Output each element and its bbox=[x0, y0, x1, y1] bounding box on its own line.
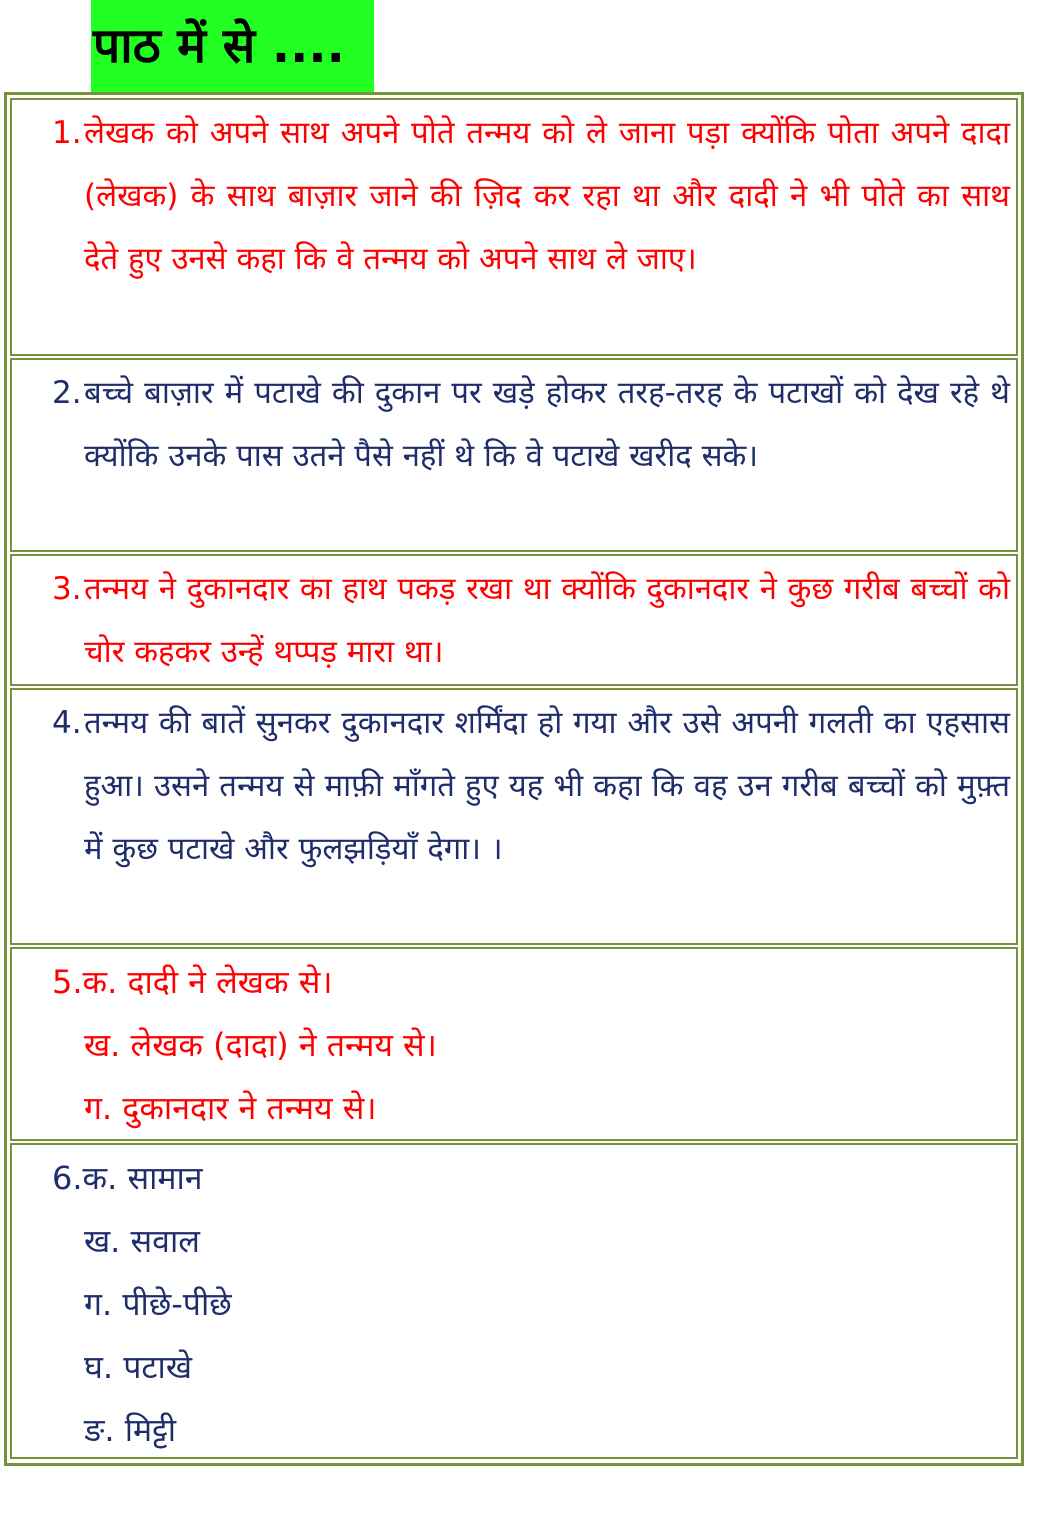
answer-1 bbox=[12, 100, 1016, 291]
answer-5-line-2 bbox=[12, 1014, 1016, 1077]
answer-6-line-2 bbox=[12, 1210, 1016, 1273]
answer-6-number: 6. bbox=[52, 1159, 83, 1197]
answers-table bbox=[4, 92, 1024, 1466]
answer-4 bbox=[12, 690, 1016, 881]
answer-6-item-4: घ. पटाखे bbox=[84, 1348, 193, 1386]
answer-6-line-4 bbox=[12, 1336, 1016, 1399]
answer-4-text: तन्मय की बातें सुनकर दुकानदार शर्मिंदा हो गया और उसे अपनी गलती का एहसास हुआ। उसने तन्मय से माफ़ी माँगते हुए यह भी कहा कि वह उन गरीब बच्चों को मुफ़्त में कुछ पटाखे और फुलझड़ियाँ देगा। । bbox=[84, 705, 1010, 867]
answer-5-item-3: ग. दुकानदार ने तन्मय से। bbox=[84, 1089, 377, 1127]
answer-3 bbox=[12, 556, 1016, 684]
answer-cell-3 bbox=[10, 554, 1018, 686]
page-title-text: पाठ में से .... bbox=[93, 18, 345, 74]
answer-1-text: लेखक को अपने साथ अपने पोते तन्मय को ले जाना पड़ा क्योंकि पोता अपने दादा (लेखक) के साथ बाज़ार जाने की ज़िद कर रहा था और दादी ने भी पोते का साथ देते हुए उनसे कहा कि वे तन्मय को अपने साथ ले जाए। bbox=[84, 115, 1010, 277]
answer-2-number: 2. bbox=[52, 375, 82, 411]
answer-6-line-3 bbox=[12, 1273, 1016, 1336]
answer-5-line-3 bbox=[12, 1077, 1016, 1140]
answer-5-number: 5. bbox=[52, 963, 83, 1001]
page-title bbox=[91, 0, 374, 92]
answer-3-number: 3. bbox=[52, 571, 82, 607]
answer-5-item-1: क. दादी ने लेखक से। bbox=[82, 963, 333, 1001]
answer-cell-1 bbox=[10, 98, 1018, 356]
answer-4-number: 4. bbox=[52, 705, 82, 741]
answer-cell-4 bbox=[10, 688, 1018, 945]
answer-cell-2 bbox=[10, 358, 1018, 552]
answer-6-item-5: ङ. मिट्टी bbox=[84, 1411, 177, 1449]
answer-6-line-5 bbox=[12, 1399, 1016, 1459]
answer-5-item-2: ख. लेखक (दादा) ने तन्मय से। bbox=[84, 1026, 437, 1064]
answer-cell-6 bbox=[10, 1143, 1018, 1459]
answer-5-line-1 bbox=[12, 949, 1016, 1014]
answer-3-text: तन्मय ने दुकानदार का हाथ पकड़ रखा था क्योंकि दुकानदार ने कुछ गरीब बच्चों को चोर कहकर उन्हें थप्पड़ मारा था। bbox=[84, 571, 1010, 670]
answer-2-text: बच्चे बाज़ार में पटाखे की दुकान पर खड़े होकर तरह-तरह के पटाखों को देख रहे थे क्योंकि उनके पास उतने पैसे नहीं थे कि वे पटाखे खरीद सके। bbox=[84, 375, 1010, 474]
answer-6-line-1 bbox=[12, 1145, 1016, 1210]
answer-cell-5 bbox=[10, 947, 1018, 1141]
answer-6-item-2: ख. सवाल bbox=[84, 1222, 200, 1260]
answer-2 bbox=[12, 360, 1016, 488]
answer-6-item-3: ग. पीछे-पीछे bbox=[84, 1285, 232, 1323]
answer-1-number: 1. bbox=[52, 115, 82, 151]
answer-6-item-1: क. सामान bbox=[82, 1159, 203, 1197]
